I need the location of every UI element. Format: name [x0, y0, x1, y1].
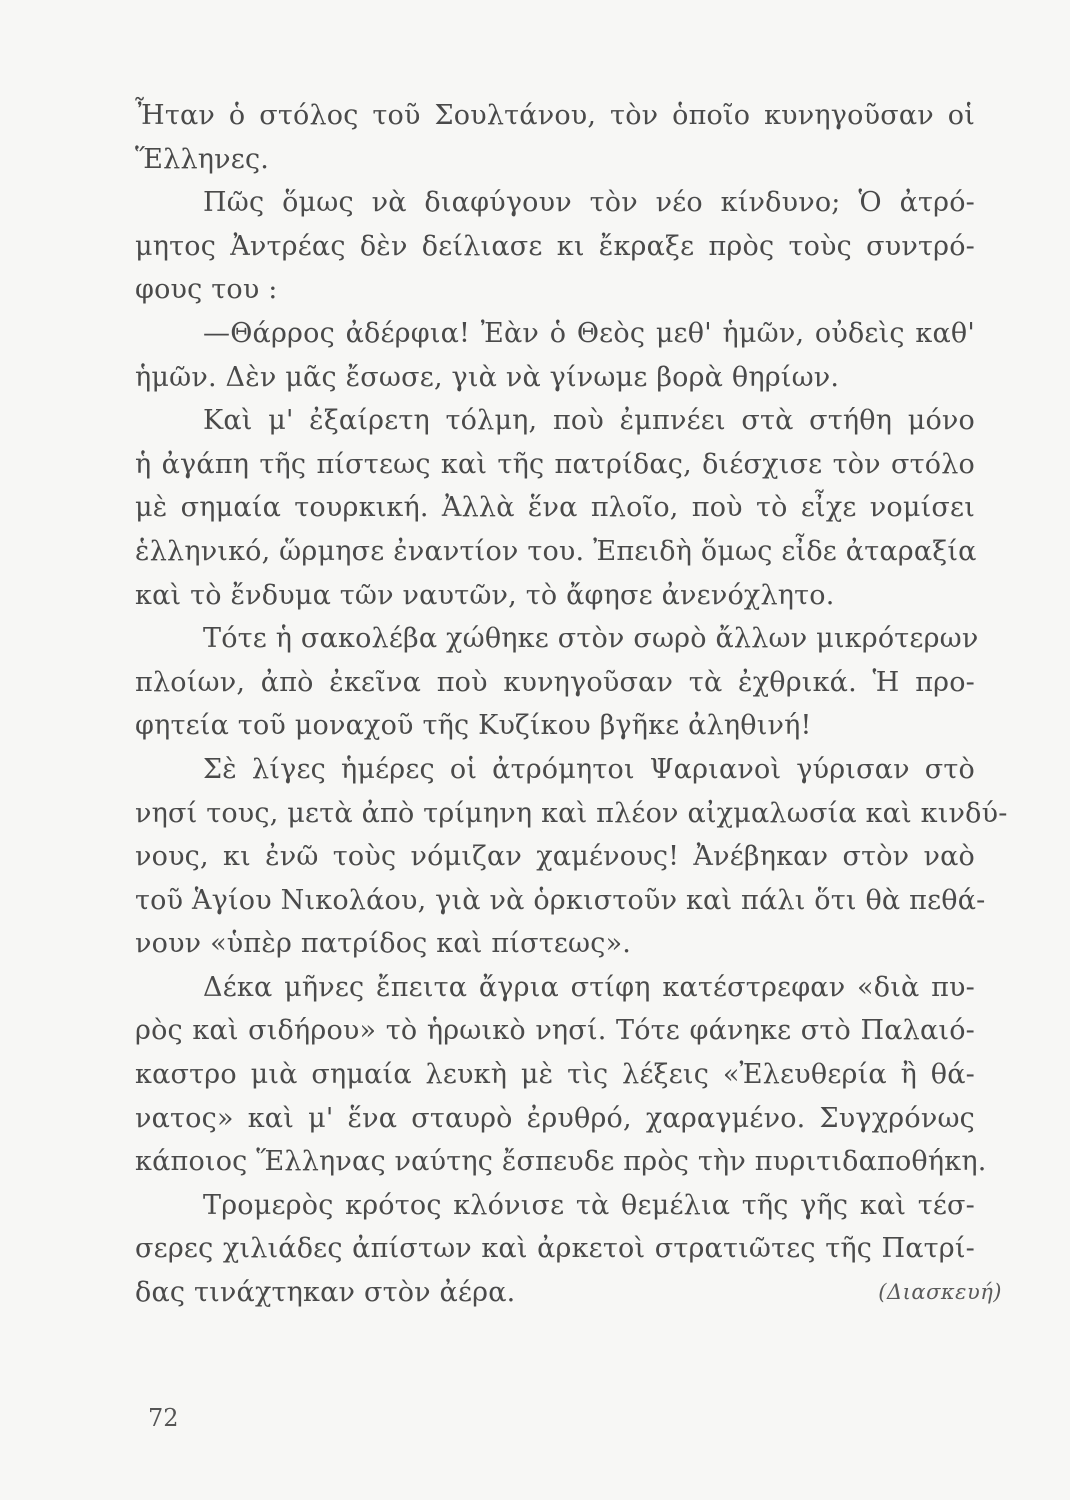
text-line: φους του :: [135, 274, 278, 306]
text-line: ἑλληνικό, ὥρμησε ἐναντίον του. Ἐπειδὴ ὅμως εἶδε ἀταραξία: [135, 535, 977, 567]
text-line: Καὶ μ' ἐξαίρετη τόλμη, ποὺ ἐμπνέει στὰ στήθη μόνο: [203, 405, 975, 437]
text-line: Τρομερὸς κρότος κλόνισε τὰ θεμέλια τῆς γῆς καὶ τέσ-: [203, 1189, 975, 1221]
text-line: ἡμῶν. Δὲν μᾶς ἔσωσε, γιὰ νὰ γίνωμε βορὰ θηρίων.: [135, 361, 840, 393]
text-line: Ἕλληνες.: [135, 143, 270, 175]
text-line: Δέκα μῆνες ἔπειτα ἄγρια στίφη κατέστρεφαν «διὰ πυ-: [203, 971, 975, 1003]
text-line: Σὲ λίγες ἡμέρες οἱ ἀτρόμητοι Ψαριανοὶ γύρισαν στὸ: [203, 753, 975, 785]
text-line: —Θάρρος ἀδέρφια! Ἐὰν ὁ Θεὸς μεθ' ἡμῶν, οὐδεὶς καθ': [203, 317, 975, 349]
text-line: μὲ σημαία τουρκική. Ἀλλὰ ἕνα πλοῖο, ποὺ τὸ εἶχε νομίσει: [135, 492, 975, 524]
text-line: νησί τους, μετὰ ἀπὸ τρίμηνη καὶ πλέον αἰχμαλωσία καὶ κινδύ-: [135, 797, 1008, 829]
text-line: Τότε ἡ σακολέβα χώθηκε στὸν σωρὸ ἄλλων μικρότερων: [203, 623, 979, 655]
text-line: δας τινάχτηκαν στὸν ἀέρα.: [135, 1277, 516, 1309]
body-text: [135, 94, 1008, 1315]
text-line: καστρο μιὰ σημαία λευκὴ μὲ τὶς λέξεις «Ἐλευθερία ἢ θά-: [135, 1059, 975, 1091]
text-line: κάποιος Ἕλληνας ναύτης ἔσπευδε πρὸς τὴν πυριτιδαποθήκη.: [135, 1146, 987, 1178]
text-line: τοῦ Ἁγίου Νικολάου, γιὰ νὰ ὁρκιστοῦν καὶ πάλι ὅτι θὰ πεθά-: [135, 884, 986, 916]
text-line: ρὸς καὶ σιδήρου» τὸ ἡρωικὸ νησί. Τότε φάνηκε στὸ Παλαιό-: [135, 1015, 975, 1047]
text-line: σερες χιλιάδες ἀπίστων καὶ ἀρκετοὶ στρατιῶτες τῆς Πατρί-: [135, 1233, 975, 1265]
text-line: νατος» καὶ μ' ἕνα σταυρὸ ἐρυθρό, χαραγμένο. Συγχρόνως: [135, 1102, 975, 1134]
text-line: Πῶς ὅμως νὰ διαφύγουν τὸν νέο κίνδυνο; Ὁ ἀτρό-: [203, 187, 975, 219]
page-number: 72: [148, 1404, 179, 1432]
text-line: πλοίων, ἀπὸ ἐκεῖνα ποὺ κυνηγοῦσαν τὰ ἐχθρικά. Ἡ προ-: [135, 666, 975, 698]
text-line: νους, κι ἐνῶ τοὺς νόμιζαν χαμένους! Ἀνέβηκαν στὸν ναὸ: [135, 841, 975, 873]
text-line: φητεία τοῦ μοναχοῦ τῆς Κυζίκου βγῆκε ἀληθινή!: [135, 710, 812, 742]
text-line: Ἦταν ὁ στόλος τοῦ Σουλτάνου, τὸν ὁποῖο κυνηγοῦσαν οἱ: [135, 100, 975, 131]
text-line: καὶ τὸ ἔνδυμα τῶν ναυτῶν, τὸ ἄφησε ἀνενόχλητο.: [135, 579, 835, 611]
text-line: μητος Ἀντρέας δὲν δείλιασε κι ἔκραξε πρὸς τοὺς συντρό-: [135, 230, 975, 262]
text-line: ἡ ἀγάπη τῆς πίστεως καὶ τῆς πατρίδας, διέσχισε τὸν στόλο: [135, 448, 975, 480]
attribution: (Διασκευή): [878, 1280, 1002, 1304]
text-line: νουν «ὑπὲρ πατρίδος καὶ πίστεως».: [135, 928, 632, 960]
